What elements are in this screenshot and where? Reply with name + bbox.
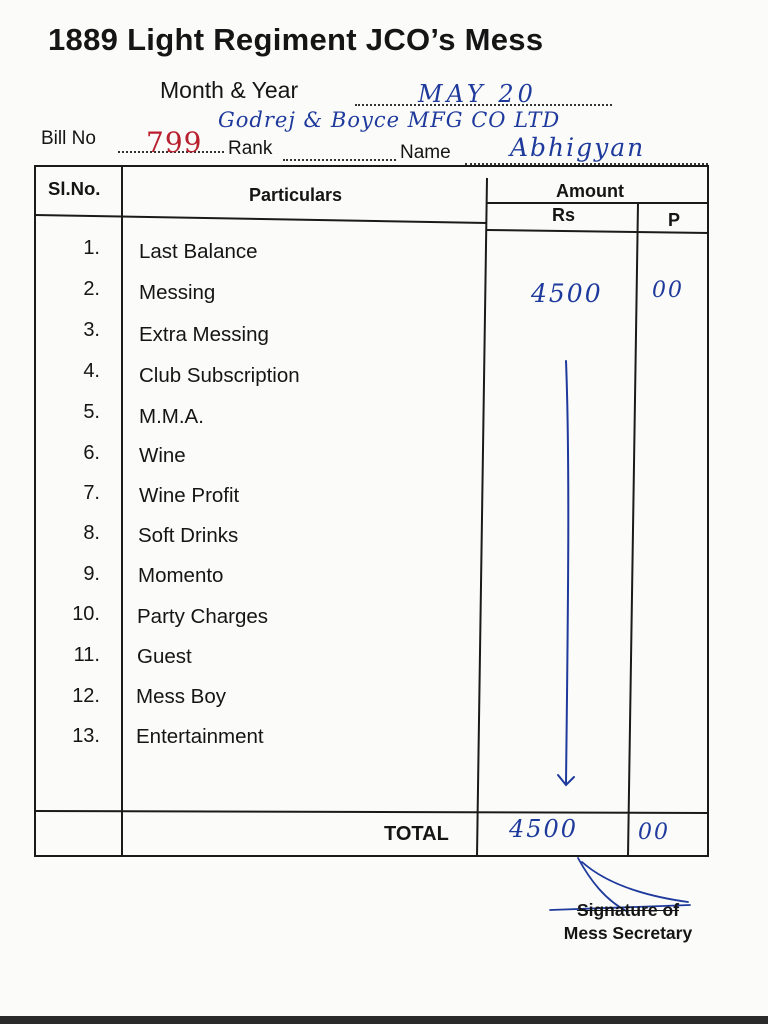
name-value[interactable]: Abhigyan xyxy=(510,133,646,162)
row-number: 1. xyxy=(83,237,100,259)
row-number: 11. xyxy=(73,644,100,666)
row-label: Extra Messing xyxy=(139,323,269,346)
row-label: Party Charges xyxy=(137,605,269,628)
row-number: 5. xyxy=(83,401,100,423)
paper-edge-shadow xyxy=(0,1016,768,1024)
row-label: Entertainment xyxy=(136,725,264,748)
month-year-value[interactable]: MAY 20 xyxy=(418,80,537,108)
total-amount-rs[interactable]: 4500 xyxy=(509,815,579,843)
row-number: 12. xyxy=(72,685,100,707)
row-label: Wine Profit xyxy=(139,484,240,507)
rank-dotted-line xyxy=(283,159,396,161)
signature-line2: Mess Secretary xyxy=(563,923,693,943)
ditto-arrow xyxy=(34,163,710,859)
row-label: Messing xyxy=(139,281,216,304)
row-label: Club Subscription xyxy=(139,364,300,387)
row-label: Wine xyxy=(139,444,186,467)
row-number: 7. xyxy=(83,482,100,504)
company-note: Godrej & Boyce MFG CO LTD xyxy=(218,108,561,132)
row-number: 2. xyxy=(83,278,100,300)
bill-table xyxy=(34,163,710,859)
total-label: TOTAL xyxy=(384,823,449,845)
name-label: Name xyxy=(400,142,451,163)
row-label: M.M.A. xyxy=(139,405,204,428)
row-label: Soft Drinks xyxy=(138,524,239,547)
column-header-p: P xyxy=(668,210,681,230)
total-amount-p[interactable]: 00 xyxy=(638,820,670,845)
column-header-amount: Amount xyxy=(556,181,624,201)
rank-label: Rank xyxy=(228,138,273,159)
row-amount-p[interactable]: 00 xyxy=(652,278,684,303)
row-number: 9. xyxy=(83,563,100,585)
row-label: Guest xyxy=(137,645,192,668)
month-year-label: Month & Year xyxy=(160,77,299,103)
column-header-rs: Rs xyxy=(552,205,576,225)
signature-label xyxy=(540,899,716,945)
row-label: Mess Boy xyxy=(136,685,226,708)
signature-line1: Signature of xyxy=(576,900,680,920)
row-label: Momento xyxy=(138,564,224,587)
row-number: 6. xyxy=(83,442,100,464)
row-number: 4. xyxy=(83,360,100,382)
row-number: 3. xyxy=(83,319,100,341)
bill-no-value: 799 xyxy=(146,126,203,159)
row-amount-rs[interactable]: 4500 xyxy=(531,279,603,308)
column-header-slno: Sl.No. xyxy=(48,178,101,199)
row-number: 8. xyxy=(83,522,100,544)
bill-no-label: Bill No xyxy=(41,128,96,149)
row-number: 13. xyxy=(72,725,100,747)
column-header-particulars: Particulars xyxy=(249,185,343,205)
row-label: Last Balance xyxy=(139,240,258,263)
row-number: 10. xyxy=(72,603,100,625)
document-title: 1889 Light Regiment JCO’s Mess xyxy=(48,22,544,57)
